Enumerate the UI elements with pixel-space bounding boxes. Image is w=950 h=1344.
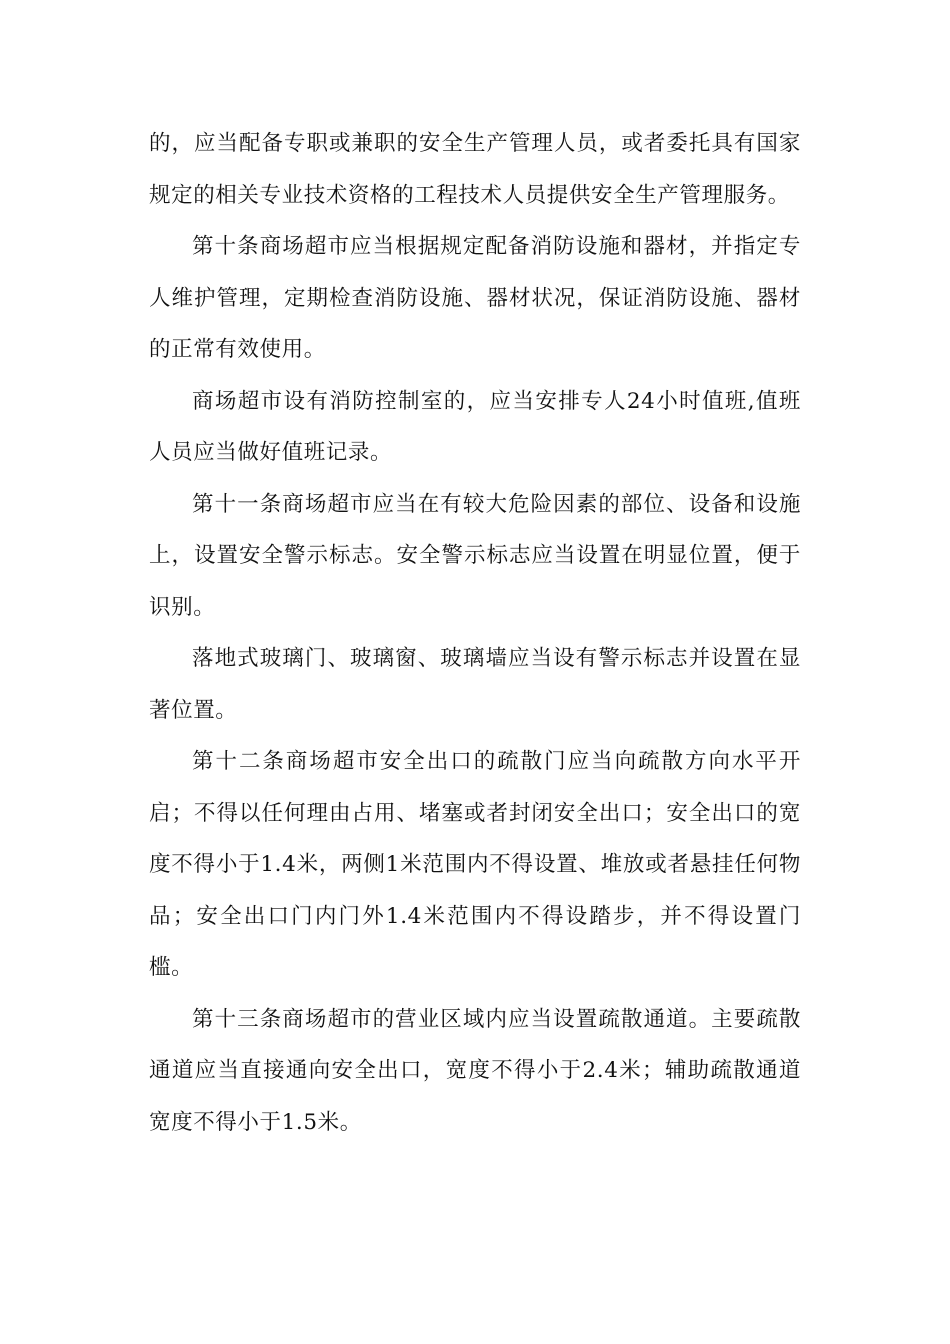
document-body: [149, 118, 801, 1148]
paragraph-1: 的，应当配备专职或兼职的安全生产管理人员，或者委托具有国家规定的相关专业技术资格的工程技术人员提供安全生产管理服务。: [149, 131, 801, 208]
paragraph-article-13: 第十三条商场超市的营业区域内应当设置疏散通道。主要疏散通道应当直接通向安全出口，宽度不得小于2.4米；辅助疏散通道宽度不得小于1.5米。: [149, 1006, 801, 1135]
paragraph-article-12: 第十二条商场超市安全出口的疏散门应当向疏散方向水平开启；不得以任何理由占用、堵塞或者封闭安全出口；安全出口的宽度不得小于1.4米，两侧1米范围内不得设置、堆放或者悬挂任何物品；安全出口门内门外1.4米范围内不得设踏步，并不得设置门槛。: [149, 749, 801, 980]
paragraph-article-11: 第十一条商场超市应当在有较大危险因素的部位、设备和设施上，设置安全警示标志。安全警示标志应当设置在明显位置，便于识别。: [149, 491, 801, 620]
paragraph-fire-control-room: 商场超市设有消防控制室的，应当安排专人24小时值班,值班人员应当做好值班记录。: [149, 388, 801, 465]
paragraph-glass-warning: 落地式玻璃门、玻璃窗、玻璃墙应当设有警示标志并设置在显著位置。: [149, 646, 801, 723]
paragraph-article-10: 第十条商场超市应当根据规定配备消防设施和器材，并指定专人维护管理，定期检查消防设施、器材状况，保证消防设施、器材的正常有效使用。: [149, 234, 801, 362]
